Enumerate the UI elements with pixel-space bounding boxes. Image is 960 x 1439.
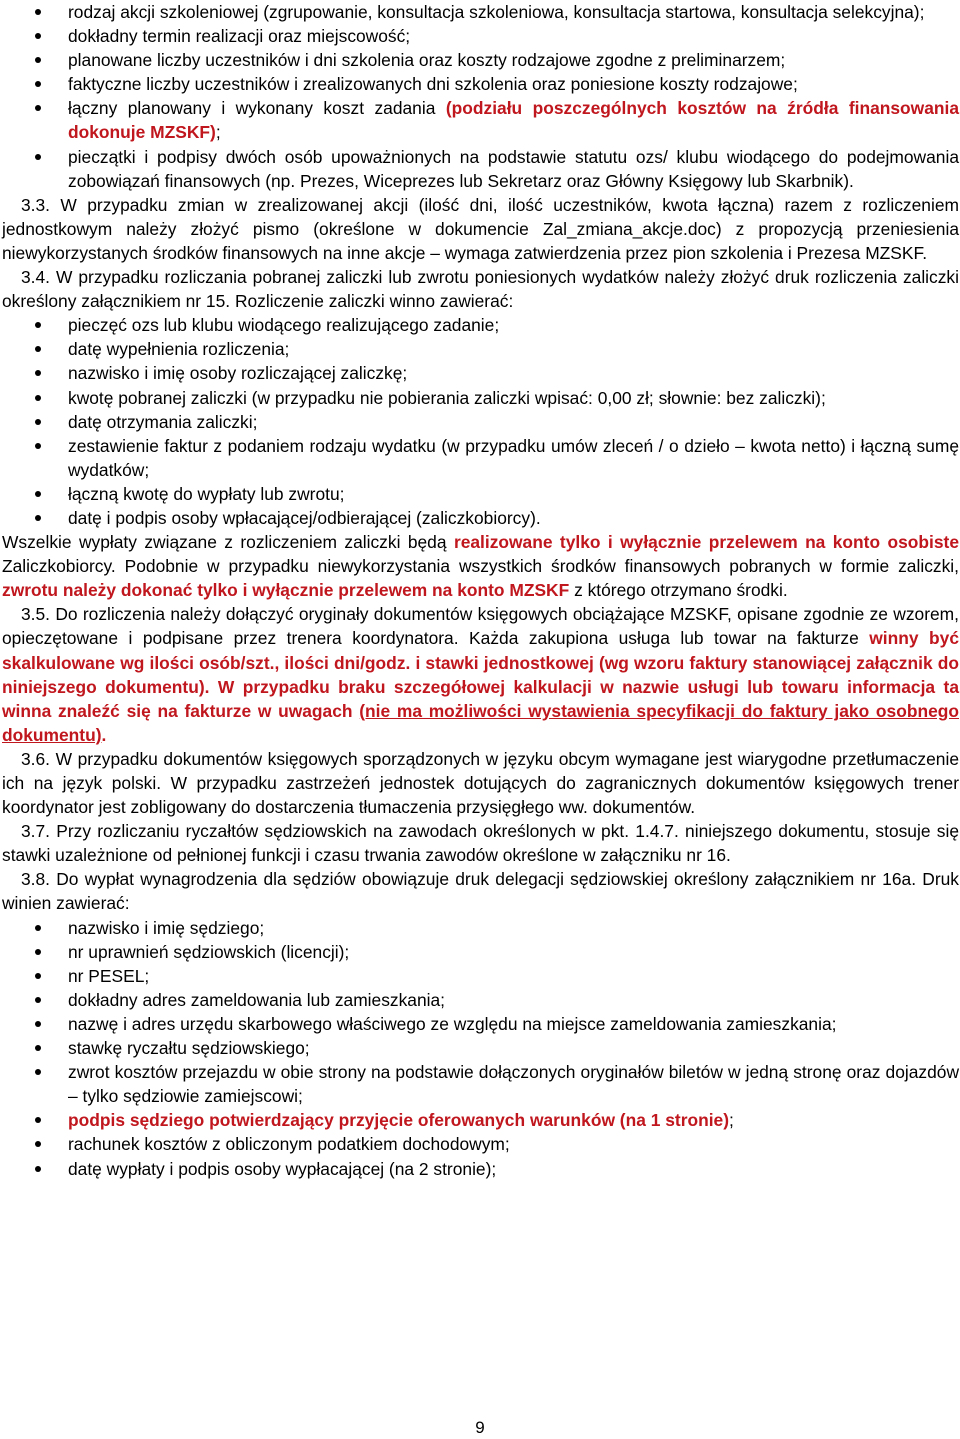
- list-item: rachunek kosztów z obliczonym podatkiem dochodowym;: [2, 1132, 959, 1156]
- list-item: nazwę i adres urzędu skarbowego właściwego ze względu na miejsce zameldowania zamieszkania;: [2, 1012, 959, 1036]
- advance-settlement-list: [2, 313, 959, 530]
- emphasis-red: podpis sędziego potwierdzający przyjęcie oferowanych warunków (na 1 stronie): [68, 1110, 729, 1131]
- list-item: pieczątki i podpisy dwóch osób upoważnionych na podstawie statutu ozs/ klubu wiodącego do podejmowania zobowiązań finansowych (np. Prezes, Wiceprezes lub Sekretarz oraz Główny Księgowy lub Skarbnik).: [2, 145, 959, 193]
- page-number: 9: [475, 1418, 485, 1437]
- emphasis-red-underlined: (nie ma możliwości wystawienia specyfikacji do faktury jako osobnego dokumentu): [2, 700, 959, 745]
- emphasis-red: winny być skalkulowane wg ilości osób/szt., ilości dni/godz. i stawki jednostkowej (wg wzoru faktury stanowiącej załącznik do niniejszego dokumentu). W przypadku braku szczegółowej kalkulacji w nazwie usługi lub towaru informacja ta winna znaleźć się na fakturze w uwagach: [2, 628, 959, 721]
- paragraph-3-8: 3.8. Do wypłat wynagrodzenia dla sędziów obowiązuje druk delegacji sędziowskiej określony załącznikiem nr 16a. Druk winien zawierać:: [2, 869, 959, 914]
- paragraph-3-4: 3.4. W przypadku rozliczania pobranej zaliczki lub zwrotu poniesionych wydatków należy złożyć druk rozliczenia zaliczki określony załącznikiem nr 15. Rozliczenie zaliczki winno zawierać:: [2, 267, 959, 312]
- settlement-contents-list: [2, 0, 959, 193]
- list-item: nr uprawnień sędziowskich (licencji);: [2, 940, 959, 964]
- list-item: nazwisko i imię sędziego;: [2, 916, 959, 940]
- list-item: podpis sędziego potwierdzający przyjęcie oferowanych warunków (na 1 stronie);: [2, 1108, 959, 1132]
- list-item: pieczęć ozs lub klubu wiodącego realizującego zadanie;: [2, 313, 959, 337]
- list-item: nazwisko i imię osoby rozliczającej zaliczkę;: [2, 361, 959, 385]
- paragraph-3-3: 3.3. W przypadku zmian w zrealizowanej akcji (ilość dni, ilość uczestników, kwota łączna) razem z rozliczeniem jednostkowym należy złożyć pismo (określone w dokumencie Zal_zmiana_akcje.doc) z propozycją przeniesienia niewykorzystanych środków finansowych na inne akcje – wymaga zatwierdzenia przez pion szkolenia i Prezesa MZSKF.: [2, 194, 959, 263]
- list-item: datę wypłaty i podpis osoby wypłacającej (na 2 stronie);: [2, 1157, 959, 1181]
- list-item: nr PESEL;: [2, 964, 959, 988]
- list-item: stawkę ryczałtu sędziowskiego;: [2, 1036, 959, 1060]
- paragraph-3-6: 3.6. W przypadku dokumentów księgowych sporządzonych w języku obcym wymagane jest wiarygodne przetłumaczenie ich na język polski. W przypadku zastrzeżeń jednostek dotujących do zagranicznych dokumentów księgowych trener koordynator jest zobligowany do dostarczenia tłumaczenia przysięgłego ww. dokumentów.: [2, 748, 959, 818]
- emphasis-red: (podziału poszczególnych kosztów na źródła finansowania dokonuje MZSKF): [68, 98, 959, 143]
- list-item: dokładny adres zameldowania lub zamieszkania;: [2, 988, 959, 1012]
- emphasis-red: realizowane tylko i wyłącznie przelewem na konto osobiste: [453, 532, 959, 553]
- list-item: kwotę pobranej zaliczki (w przypadku nie pobierania zaliczki wpisać: 0,00 zł; słownie: bez zaliczki);: [2, 386, 959, 410]
- list-item: zwrot kosztów przejazdu w obie strony na podstawie dołączonych oryginałów biletów w jedną stronę oraz dojazdów – tylko sędziowie zamiejscowi;: [2, 1060, 959, 1108]
- paragraph-3-5: 3.5. Do rozliczenia należy dołączyć oryginały dokumentów księgowych obciążające MZSKF, opisane zgodnie ze wzorem, opieczętowane i podpisane przez trenera koordynatora. Każda zakupiona usługa lub towar na fakturze winny być skalkulowane wg ilości osób/szt., ilości dni/godz. i stawki jednostkowej (wg wzoru faktury stanowiącej załącznik do niniejszego dokumentu). W przypadku braku szczegółowej kalkulacji w nazwie usługi lub towaru informacja ta winna znaleźć się na fakturze w uwagach (nie ma możliwości wystawienia specyfikacji do faktury jako osobnego dokumentu).: [2, 604, 959, 745]
- list-item: datę i podpis osoby wpłacającej/odbierającej (zaliczkobiorcy).: [2, 506, 959, 530]
- list-item: datę wypełnienia rozliczenia;: [2, 337, 959, 361]
- list-item: datę otrzymania zaliczki;: [2, 410, 959, 434]
- list-item: łączną kwotę do wypłaty lub zwrotu;: [2, 482, 959, 506]
- emphasis-red: zwrotu należy dokonać tylko i wyłącznie przelewem na konto MZSKF: [2, 580, 570, 601]
- list-item: faktyczne liczby uczestników i zrealizowanych dni szkolenia oraz poniesione koszty rodzajowe;: [2, 72, 959, 96]
- list-item: dokładny termin realizacji oraz miejscowość;: [2, 24, 959, 48]
- payout-paragraph: Wszelkie wypłaty związane z rozliczeniem zaliczki będą realizowane tylko i wyłącznie przelewem na konto osobiste Zaliczkobiorcy. Podobnie w przypadku niewykorzystania wszystkich środków finansowych pobranych w formie zaliczki, zwrotu należy dokonać tylko i wyłącznie przelewem na konto MZSKF z którego otrzymano środki.: [2, 532, 959, 601]
- paragraph-3-7: 3.7. Przy rozliczaniu ryczałtów sędziowskich na zawodach określonych w pkt. 1.4.7. niniejszego dokumentu, stosuje się stawki uzależnione od pełnionej funkcji i czasu trwania zawodów określone w załączniku nr 16.: [2, 821, 959, 866]
- list-item: zestawienie faktur z podaniem rodzaju wydatku (w przypadku umów zleceń / o dzieło – kwota netto) i łączną sumę wydatków;: [2, 434, 959, 482]
- document-body: [2, 0, 959, 1181]
- list-item: rodzaj akcji szkoleniowej (zgrupowanie, konsultacja szkoleniowa, konsultacja startowa, konsultacja selekcyjna);: [2, 0, 959, 24]
- referee-delegation-list: [2, 916, 959, 1181]
- list-item: łączny planowany i wykonany koszt zadania (podziału poszczególnych kosztów na źródła finansowania dokonuje MZSKF);: [2, 96, 959, 144]
- list-item: planowane liczby uczestników i dni szkolenia oraz koszty rodzajowe zgodne z preliminarzem;: [2, 48, 959, 72]
